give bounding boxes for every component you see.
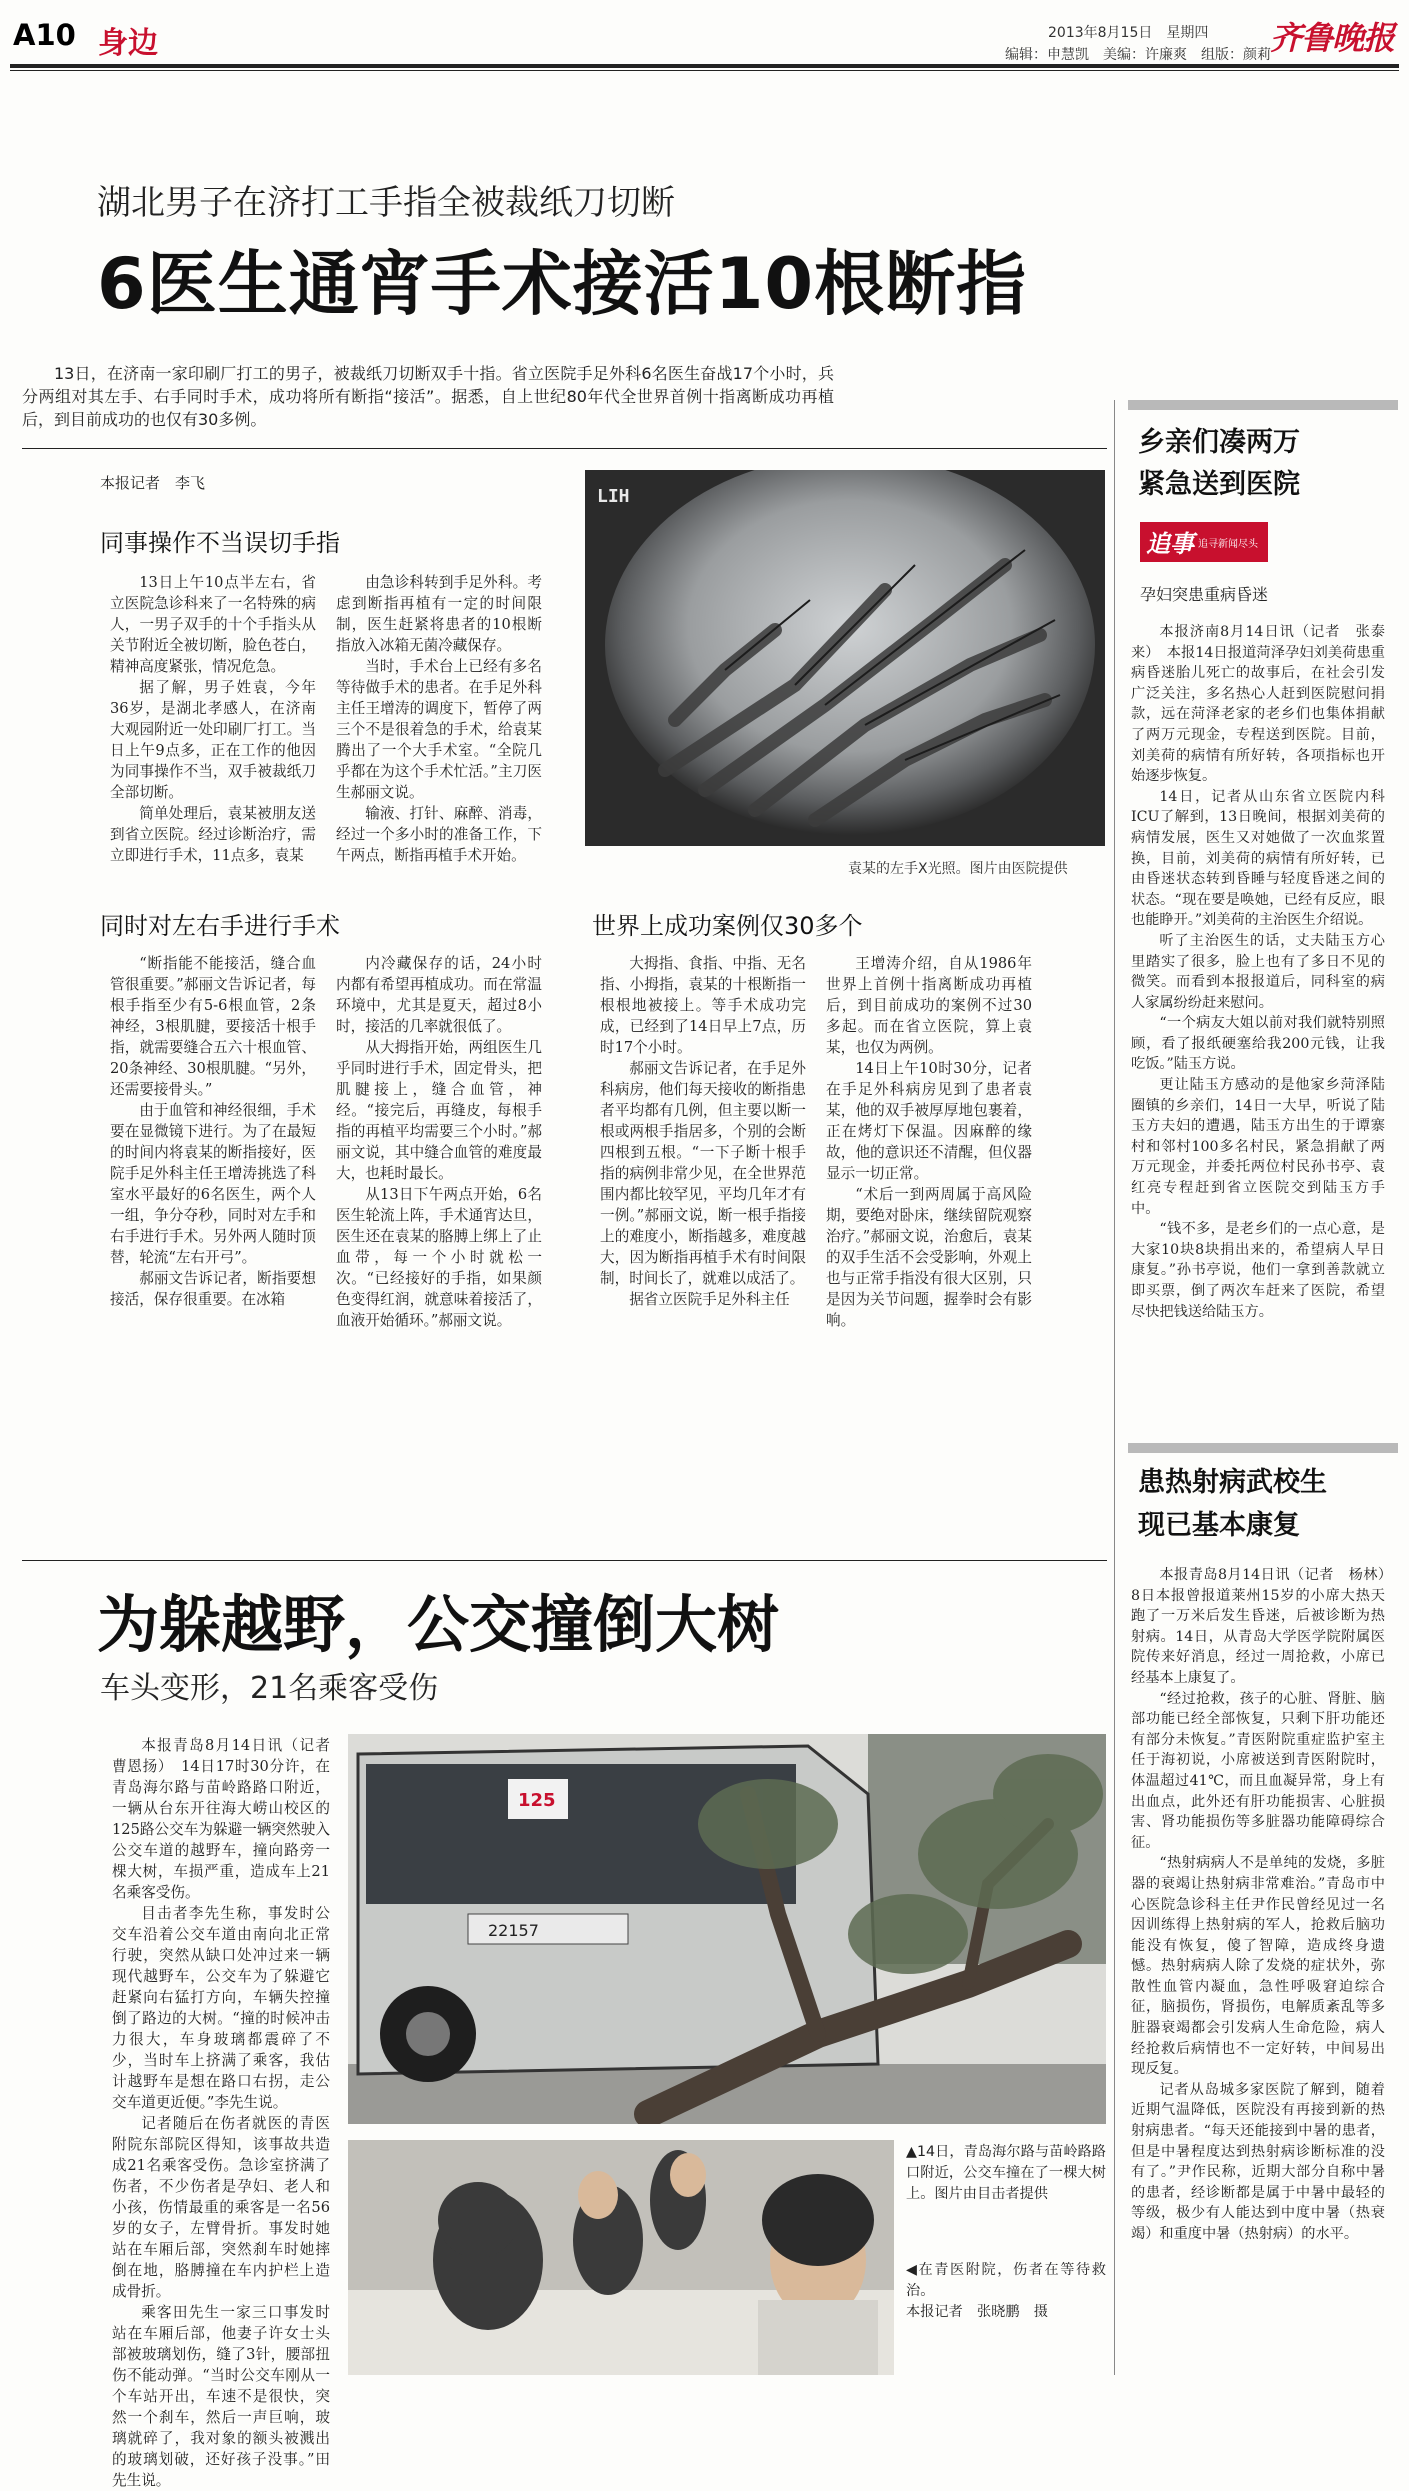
sidebar2-headline-1: 患热射病武校生 xyxy=(1138,1467,1327,1498)
issue-date: 2013年8月15日 星期四 xyxy=(1048,25,1209,41)
subhead-1: 同事操作不当误切手指 xyxy=(100,529,340,557)
masthead-rule xyxy=(10,64,1399,68)
sub1-column-2 xyxy=(336,572,542,866)
sidebar1-body xyxy=(1131,622,1385,1322)
story2-body xyxy=(112,1735,345,2491)
sidebar2-headline-2: 现已基本康复 xyxy=(1138,1510,1300,1541)
hospital-photo-caption xyxy=(906,2260,1106,2323)
paragraph: 听了主治医生的话，丈夫陆玉方心里踏实了很多，脸上也有了多日不见的微笑。而看到本报报道后，同科室的病人家属纷纷赶来慰问。 xyxy=(1131,932,1385,1011)
lead-rule xyxy=(22,448,1107,449)
paragraph: 14日上午10时30分，记者在手足外科病房见到了患者袁某，他的双手被厚厚地包裹着，正在烤灯下保温。因麻醉的缘故，他的意识还不清醒，但仪器显示一切正常。 xyxy=(826,1060,1032,1182)
sidebar1-headline-2: 紧急送到医院 xyxy=(1138,469,1300,500)
badge-subtitle: 追寻新闻尽头 xyxy=(1198,539,1258,550)
paragraph: “术后一到两周属于高风险期，要绝对卧床，继续留院观察治疗。”郝丽文说，治愈后，袁某的双手生活不会受影响，外观上也与正常手指没有很大区别，只是因为关节问题，握拳时会有影响。 xyxy=(826,1186,1032,1329)
newspaper-logo: 齐鲁晚报 xyxy=(1270,19,1395,57)
paragraph: “热射病病人不是单纯的发烧，多脏器的衰竭让热射病非常难治。”青岛市中心医院急诊科主任尹作民曾经见过一名因训练得上热射病的军人，抢救后脑功能没有恢复，傻了智障，造成终身遗憾。热射病病人除了发烧的症状外，弥散性血管内凝血，急性呼吸窘迫综合征，脑损伤，肾损伤，电解质紊乱等多脏器衰竭都会引发病人生命危险，病人经抢救后病情也不一定好转，中间易出现反复。 xyxy=(1131,1855,1385,2078)
paragraph: 由于血管和神经很细，手术要在显微镜下进行。为了在最短的时间内将袁某的断指接好，医院手足外科主任王增涛挑选了科室水平最好的6名医生，两个人一组，争分夺秒，同时对左手和右手进行手术。另外两人随时顶替，轮流“左右开弓”。 xyxy=(110,1102,316,1266)
lead-paragraph: 13日，在济南一家印刷厂打工的男子，被裁纸刀切断双手十指。省立医院手足外科6名医生奋战17个小时，兵分两组对其左手、右手同时手术，成功将所有断指“接活”。据悉，自上世纪80年代全世界首例十指离断成功再植后，到目前成功的也仅有30多例。 xyxy=(22,364,834,429)
paragraph: 13日上午10点半左右，省立医院急诊科来了一名特殊的病人，一男子双手的十个手指头从关节附近全被切断，脸色苍白，精神高度紧张，情况危急。 xyxy=(110,574,316,675)
paragraph: 郝丽文告诉记者，在手足外科病房，他们每天接收的断指患者平均都有几例，但主要以断一根或两根手指居多，个别的会断四根到五根。“一下子断十根手指的病例非常少见，在全世界范围内都比较罕见，平均几年才有一例。”郝丽文说，断一根手指接上的难度小，断指越多，难度越大，因为断指再植手术有时间限制，时间长了，就难以成活了。 xyxy=(600,1060,806,1287)
paragraph: “经过抢救，孩子的心脏、肾脏、脑部功能已经全部恢复，只剩下肝功能还有部分未恢复。”青医附院重症监护室主任于海初说，小席被送到青医附院时，体温超过41℃，而且血凝异常，身上有出血点，此外还有肝功能损害、心脏损害、肾功能损伤等多脏器功能障碍综合征。 xyxy=(1131,1690,1385,1851)
hospital-image xyxy=(348,2140,894,2375)
subhead-3: 世界上成功案例仅30多个 xyxy=(592,912,863,940)
story2-rule xyxy=(22,1560,1107,1561)
paragraph: “钱不多，是老乡们的一点心意，是大家10块8块捐出来的，希望病人早日康复。”孙书亭说，他们一拿到善款就立即买票，倒了两次车赶来了医院，希望尽快把钱送给陆玉方。 xyxy=(1131,1221,1385,1320)
photo-credit: 本报记者 张晓鹏 摄 xyxy=(906,2304,1048,2320)
sub2-column-1 xyxy=(110,953,316,1310)
sub2-column-2 xyxy=(336,953,542,1331)
story1-lead xyxy=(22,362,834,431)
badge-title: 追事 xyxy=(1146,529,1194,558)
sub3-column-2 xyxy=(826,953,1032,1331)
paragraph: 记者随后在伤者就医的青医附院东部院区得知，该事故共造成21名乘客受伤。急诊室挤满了伤者，不少伤者是孕妇、老人和小孩，伤情最重的乘客是一名56岁的女子，左臂骨折。事发时她站在车厢后部，突然刹车时她摔倒在地，胳膊撞在车内护栏上造成骨折。 xyxy=(112,2115,330,2300)
sidebar2-divider xyxy=(1114,1440,1115,2375)
xray-image xyxy=(585,470,1105,846)
paragraph: 由急诊科转到手足外科。考虑到断指再植有一定的时间限制，医生赶紧将患者的10根断指放入冰箱无菌冷藏保存。 xyxy=(336,574,542,654)
sidebar2-body xyxy=(1131,1565,1400,2245)
editor-credits: 编辑：申慧凯 美编：许廉爽 组版：颜莉 xyxy=(1005,47,1271,63)
paragraph: 本报济南8月14日讯（记者 张泰来） 本报14日报道菏泽孕妇刘美荷患重病昏迷胎儿死亡的故事后，在社会引发广泛关注，多名热心人赶到医院慰问捐款，远在菏泽老家的老乡们也集体捐献了两万元现金，专程送到医院。目前，刘美荷的病情有所好转，各项指标也开始逐步恢复。 xyxy=(1131,624,1385,785)
hospital-photo xyxy=(348,2140,894,2375)
caption-text: ▲14日，青岛海尔路与苗岭路路口附近，公交车撞在了一棵大树上。图片由目击者提供 xyxy=(906,2144,1106,2202)
bus-photo-caption xyxy=(906,2142,1106,2205)
paragraph: 目击者李先生称，事发时公交车沿着公交车道由南向北正常行驶，突然从缺口处冲过来一辆现代越野车，公交车为了躲避它赶紧向右猛打方向，车辆失控撞倒了路边的大树。“撞的时候冲击力很大，车身玻璃都震碎了不少，当时车上挤满了乘客，我估计越野车是想在路口右拐，走公交车道更近便。”李先生说。 xyxy=(112,1905,330,2111)
paragraph: 更让陆玉方感动的是他家乡菏泽陆圈镇的乡亲们，14日一大早，听说了陆玉方夫妇的遭遇，陆玉方出生的于谭寨村和邻村100多名村民，紧急捐献了两万元现金，并委托两位村民孙书亭、袁红亮专程赶到省立医院交到陆玉方手中。 xyxy=(1131,1077,1385,1217)
subhead-2: 同时对左右手进行手术 xyxy=(100,912,340,940)
followup-badge xyxy=(1140,522,1268,562)
svg-text:125: 125 xyxy=(518,1790,556,1811)
sub1-column-1 xyxy=(110,572,316,866)
xray-photo xyxy=(585,470,1105,846)
paragraph: “断指能不能接活，缝合血管很重要。”郝丽文告诉记者，每根手指至少有5-6根血管，2条神经，3根肌腱，要接活十根手指，就需要缝合五六十根血管、20条神经、30根肌腱。“另外，还需要接骨头。” xyxy=(110,955,316,1098)
paragraph: 14日，记者从山东省立医院内科ICU了解到，13日晚间，根据刘美荷的病情发展，医生又对她做了一次血浆置换，目前，刘美荷的病情有所好转，已由昏迷状态转到昏睡与轻度昏迷之间的状态。“现在要是唤她，已经有反应，眼也能睁开。”刘美荷的主治医生介绍说。 xyxy=(1131,788,1385,929)
paragraph: 本报青岛8月14日讯（记者 杨林） 8日本报曾报道莱州15岁的小席大热天跑了一万米后发生昏迷，后被诊断为热射病。14日，从青岛大学医学院附属医院传来好消息，经过一周抢救，小席已经基本上康复了。 xyxy=(1131,1567,1400,1686)
paragraph: 据了解，男子姓袁，今年36岁，是湖北孝感人，在济南大观园附近一处印刷厂打工。当日上午9点多，正在工作的他因为同事操作不当，双手被裁纸刀全部切断。 xyxy=(110,679,316,801)
sidebar-divider xyxy=(1114,400,1115,1580)
caption-text: ◀在青医附院，伤者在等待救治。 xyxy=(906,2262,1106,2299)
bus-crash-photo xyxy=(348,1734,1106,2124)
bus-number: 22157 xyxy=(488,1921,539,1940)
story1-headline: 6医生通宵手术接活10根断指 xyxy=(97,243,1028,325)
paragraph: 输液、打针、麻醉、消毒，经过一个多小时的准备工作，下午两点，断指再植手术开始。 xyxy=(336,805,542,864)
section-name: 身边 xyxy=(98,26,158,61)
xray-caption: 袁某的左手X光照。图片由医院提供 xyxy=(848,861,1068,877)
paragraph: 从13日下午两点开始，6名医生轮流上阵，手术通宵达旦，医生还在袁某的胳膊上绑上了止血带，每一个小时就松一次。“已经接好的手指，如果颜色变得红润，就意味着接活了，血液开始循环。”郝丽文说。 xyxy=(336,1186,542,1329)
sidebar1-subhead: 孕妇突患重病昏迷 xyxy=(1140,585,1269,604)
svg-text:LIH: LIH xyxy=(597,486,630,507)
sidebar2-bar xyxy=(1128,1443,1398,1453)
paragraph: 简单处理后，袁某被朋友送到省立医院。经过诊断治疗，需立即进行手术，11点多，袁某 xyxy=(110,805,316,864)
sidebar1-headline-1: 乡亲们凑两万 xyxy=(1138,427,1300,458)
sub3-column-1 xyxy=(600,953,806,1310)
sidebar1-bar xyxy=(1128,400,1398,410)
story1-byline: 本报记者 李飞 xyxy=(100,474,206,492)
masthead-rule-thin xyxy=(10,70,1399,71)
paragraph: “一个病友大姐以前对我们就特别照顾，看了报纸硬塞给我200元钱，让我吃饭。”陆玉方说。 xyxy=(1131,1015,1385,1073)
story1-kicker: 湖北男子在济打工手指全被裁纸刀切断 xyxy=(97,183,675,223)
story2-headline: 为躲越野，公交撞倒大树 xyxy=(97,1588,780,1661)
page-number: A10 xyxy=(13,18,76,52)
paragraph: 从大拇指开始，两组医生几乎同时进行手术，固定骨头，把肌腱接上，缝合血管，神经。“接完后，再缝皮，每根手指的再植平均需要三个小时。”郝丽文说，其中缝合血管的难度最大，也耗时最长。 xyxy=(336,1039,542,1182)
paragraph: 当时，手术台上已经有多名等待做手术的患者。在手足外科主任王增涛的调度下，暂停了两三个不是很着急的手术，给袁某腾出了一个大手术室。“全院几乎都在为这个手术忙活。”主刀医生郝丽文说。 xyxy=(336,658,542,801)
paragraph: 郝丽文告诉记者，断指要想接活，保存很重要。在冰箱 xyxy=(110,1270,316,1308)
bus-crash-image xyxy=(348,1734,1106,2124)
story2-subhead: 车头变形，21名乘客受伤 xyxy=(100,1671,439,1706)
paragraph: 大拇指、食指、中指、无名指、小拇指，袁某的十根断指一根根地被接上。等手术成功完成，已经到了14日早上7点，历时17个小时。 xyxy=(600,955,806,1056)
paragraph: 乘客田先生一家三口事发时站在车厢后部，他妻子许女士头部被玻璃划伤，缝了3针，腰部扭伤不能动弹。“当时公交车刚从一个车站开出，车速不是很快，突然一个刹车，然后一声巨响，玻璃就碎了，我对象的额头被溅出的玻璃划破，还好孩子没事。”田先生说。 xyxy=(112,2304,330,2489)
paragraph: 据省立医院手足外科主任 xyxy=(629,1291,790,1308)
paragraph: 王增涛介绍，自从1986年世界上首例十指离断成功再植后，到目前成功的案例不过30多起。而在省立医院，算上袁某，也仅为两例。 xyxy=(826,955,1032,1056)
paragraph: 内冷藏保存的话，24小时内都有希望再植成功。而在常温环境中，尤其是夏天，超过8小时，接活的几率就很低了。 xyxy=(336,955,542,1035)
paragraph: 本报青岛8月14日讯（记者 曹恩扬） 14日17时30分许，在青岛海尔路与苗岭路路口附近，一辆从台东开往海大崂山校区的125路公交车为躲避一辆突然驶入公交车道的越野车，撞向路旁一棵大树，车损严重，造成车上21名乘客受伤。 xyxy=(112,1737,345,1901)
paragraph: 记者从岛城多家医院了解到，随着近期气温降低，医院没有再接到新的热射病患者。“每天还能接到中暑的患者，但是中暑程度达到热射病诊断标准的没有了。”尹作民称，近期大部分自称中暑的患者，经诊断都是属于中暑中最轻的等级，极少有人能达到中度中暑（热衰竭）和重度中暑（热射病）的水平。 xyxy=(1131,2081,1385,2242)
